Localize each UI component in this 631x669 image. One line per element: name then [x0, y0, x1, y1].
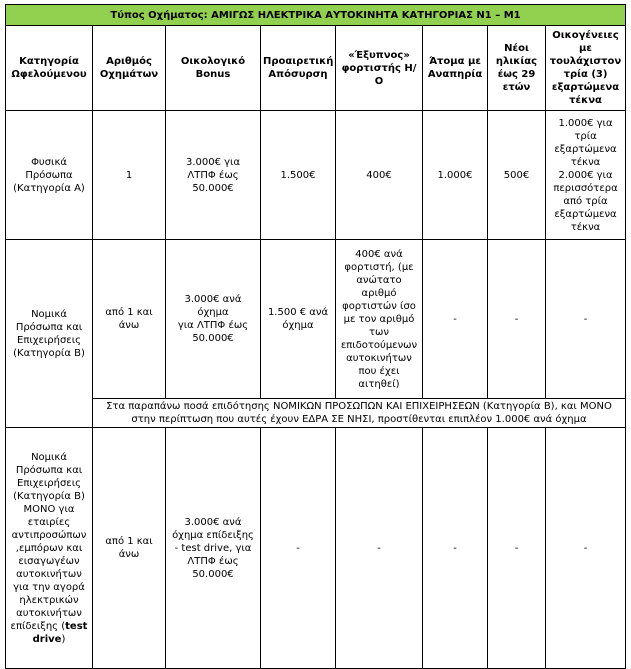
cell-disabled-persons: 1.000€ — [423, 111, 488, 240]
cell-large-families: - — [546, 240, 626, 399]
cell-large-families: - — [546, 428, 626, 669]
header-beneficiary-category: Κατηγορία Ωφελούμενου — [6, 26, 93, 111]
cell-smart-charger: 400€ — [336, 111, 423, 240]
cell-smart-charger: 400€ ανά φορτιστή, (με ανώτατο αριθμό φορτιστών ίσο με τον αριθμό των επιδοτούμενων αυτοκινήτων που έχει αιτηθεί) — [336, 240, 423, 399]
cell-vehicle-count: 1 — [93, 111, 166, 240]
header-optional-scrappage: Προαιρετική Απόσυρση — [261, 26, 336, 111]
island-note: Στα παραπάνω ποσά επιδότησης ΝΟΜΙΚΩΝ ΠΡΟΣΩΠΩΝ ΚΑΙ ΕΠΙΧΕΙΡΗΣΕΩΝ (Κατηγορία Β), και ΜΟΝΟ στην περίπτωση που αυτές έχουν ΕΔΡΑ ΣΕ ΝΗΣΙ, προστίθενται επιπλέον 1.000€ ανά όχημα — [93, 399, 626, 428]
header-eco-bonus: Οικολογικό Bonus — [166, 26, 261, 111]
cell-eco-bonus: 3.000€ για ΛΤΠΦ έως 50.000€ — [166, 111, 261, 240]
cell-eco-bonus: 3.000€ ανά όχημα επίδειξης - test drive, για ΛΤΠΦ έως 50.000€ — [166, 428, 261, 669]
cell-vehicle-count: από 1 και άνω — [93, 428, 166, 669]
subsidy-table — [5, 4, 626, 669]
header-row — [6, 26, 626, 111]
category-bold-text: test drive — [32, 620, 88, 645]
table-row — [6, 111, 626, 240]
header-smart-charger: «Έξυπνος» φορτιστής Η/Ο — [336, 26, 423, 111]
cell-young-people: - — [488, 240, 546, 399]
cell-young-people: - — [488, 428, 546, 669]
cell-large-families: 1.000€ για τρία εξαρτώμενα τέκνα 2.000€ για περισσότερα από τρία εξαρτώμενα τέκνα — [546, 111, 626, 240]
cell-scrappage: - — [261, 428, 336, 669]
island-note-row — [6, 399, 626, 428]
cell-eco-bonus: 3.000€ ανά όχημα για ΛΤΠΦ έως 50.000€ — [166, 240, 261, 399]
cell-category: Νομικά Πρόσωπα και Επιχειρήσεις (Κατηγορία Β) — [6, 240, 93, 428]
category-text: Νομικά Πρόσωπα και Επιχειρήσεις (Κατηγορία Β) ΜΟΝΟ για εταιρίες αντιπροσώπων ,εμπόρων και εισαγωγέων αυτοκινήτων για την αγορά ηλεκτρικών αυτοκινήτων επίδειξης ( — [10, 451, 87, 632]
cell-scrappage: 1.500 € ανά όχημα — [261, 240, 336, 399]
cell-vehicle-count: από 1 και άνω — [93, 240, 166, 399]
table-row — [6, 240, 626, 399]
header-large-families: Οικογένειες με τουλάχιστον τρία (3) εξαρτώμενα τέκνα — [546, 26, 626, 111]
cell-disabled-persons: - — [423, 240, 488, 399]
cell-category: Φυσικά Πρόσωπα (Κατηγορία Α) — [6, 111, 93, 240]
header-disabled-persons: Άτομα με Αναπηρία — [423, 26, 488, 111]
table-title: Τύπος Οχήματος: ΑΜΙΓΩΣ ΗΛΕΚΤΡΙΚΑ ΑΥΤΟΚΙΝΗΤΑ ΚΑΤΗΓΟΡΙΑΣ Ν1 – Μ1 — [6, 5, 626, 26]
cell-smart-charger: - — [336, 428, 423, 669]
table-title-row — [6, 5, 626, 26]
cell-young-people: 500€ — [488, 111, 546, 240]
header-vehicle-count: Αριθμός Οχημάτων — [93, 26, 166, 111]
cell-scrappage: 1.500€ — [261, 111, 336, 240]
category-end-text: ) — [61, 633, 66, 645]
header-young-people: Νέοι ηλικίας έως 29 ετών — [488, 26, 546, 111]
cell-disabled-persons: - — [423, 428, 488, 669]
cell-category — [6, 428, 93, 669]
table-row — [6, 428, 626, 669]
